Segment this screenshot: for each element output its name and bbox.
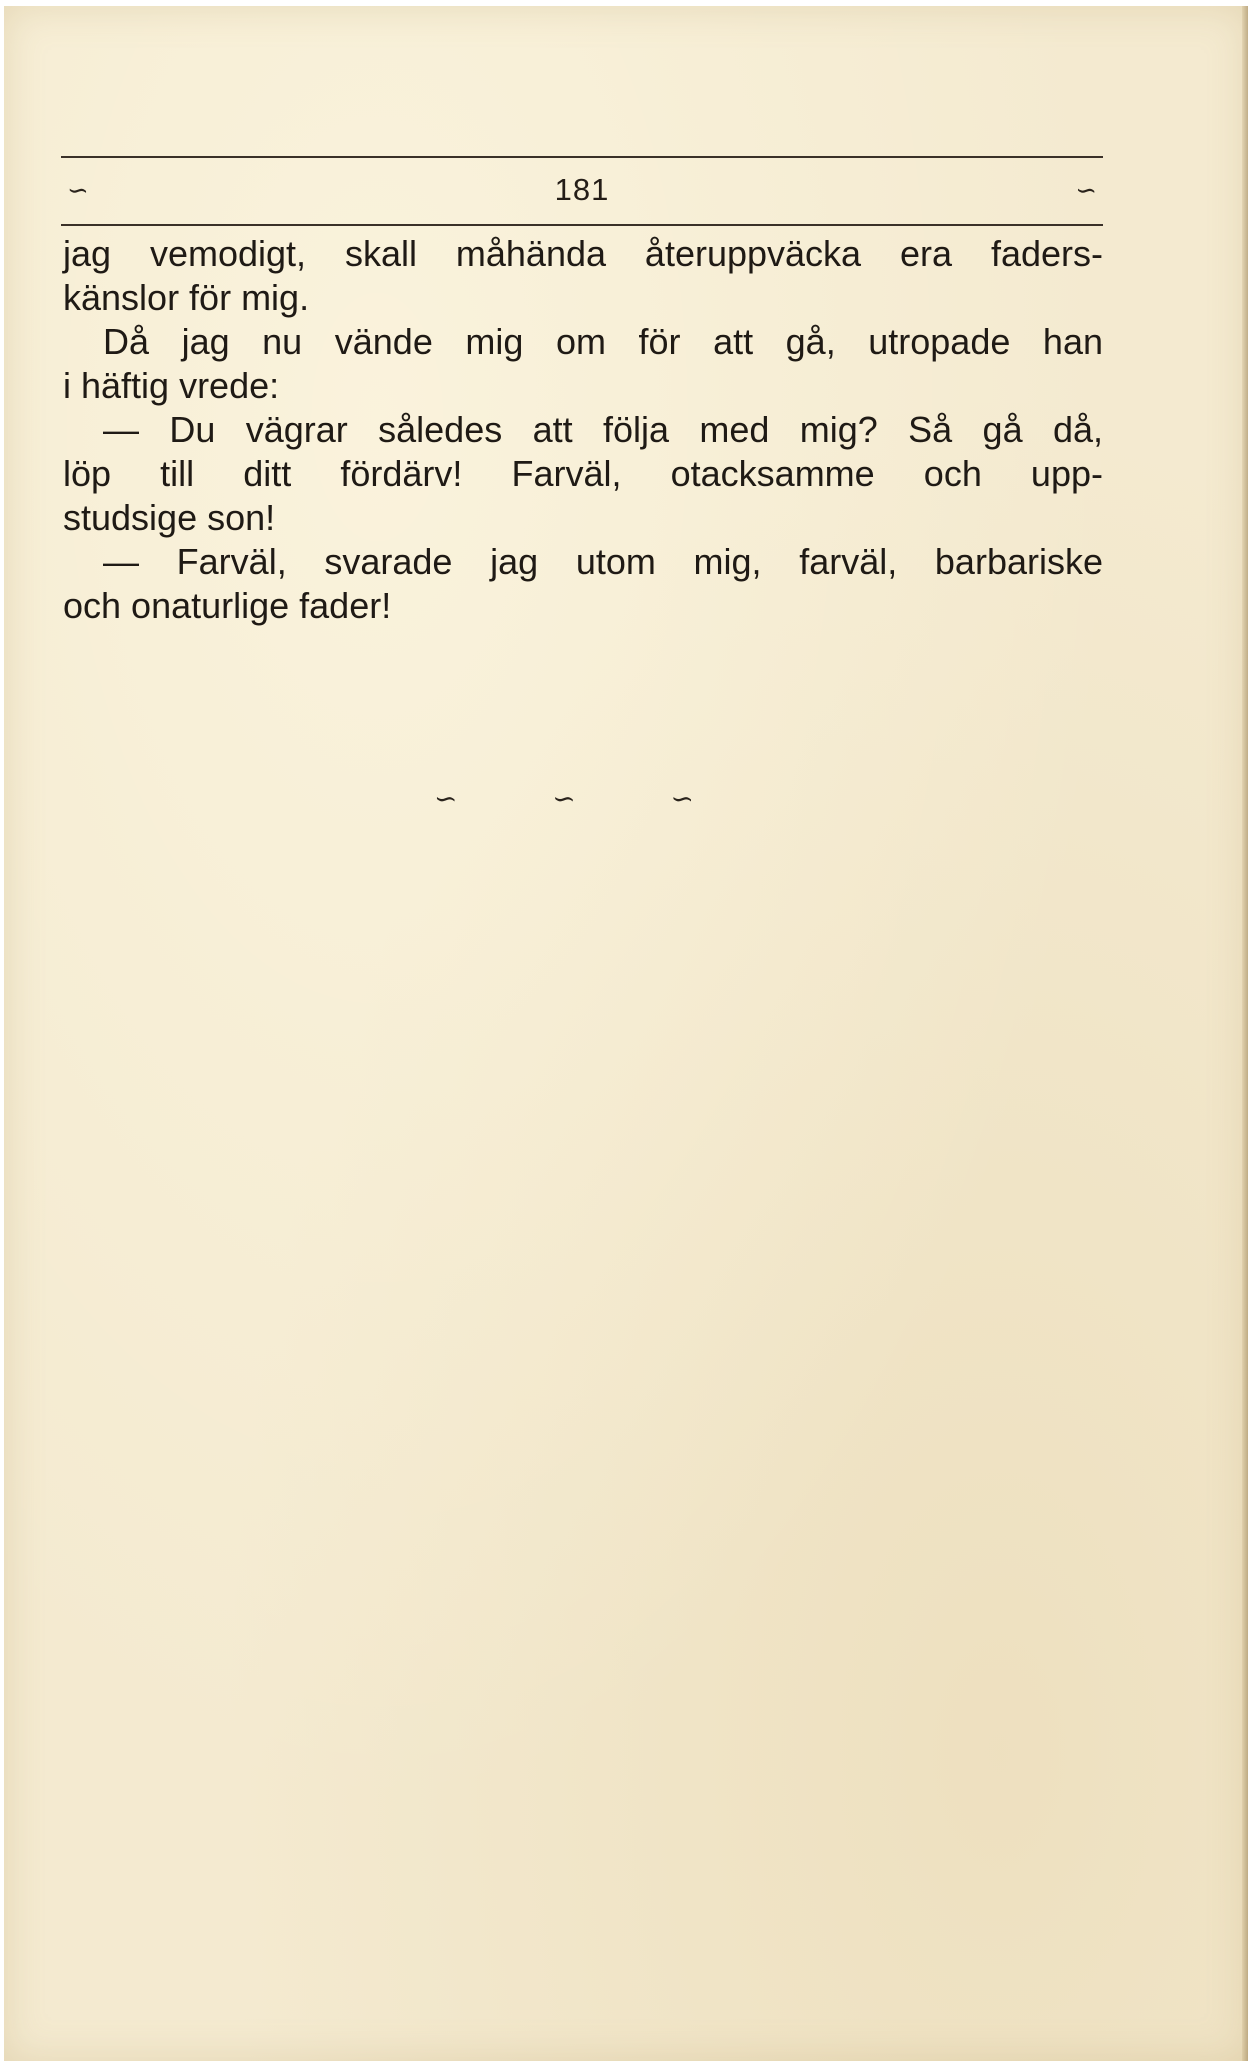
text-line: — Du vägrar således att följa med mig? Så gå då,	[103, 409, 1103, 450]
separator-ornament-icon: ∽	[434, 782, 458, 815]
text-line: i häftig vrede:	[63, 365, 280, 406]
text-line: Då jag nu vände mig om för att gå, utropade han	[103, 321, 1103, 362]
page-edge	[1242, 6, 1248, 2061]
page-number: 181	[554, 172, 610, 207]
text-line: — Farväl, svarade jag utom mig, farväl, barbariske	[103, 541, 1103, 582]
ornament-right-icon: ∽	[1075, 176, 1097, 206]
text-line: och onaturlige fader!	[63, 585, 392, 626]
ornament-left-icon: ∽	[67, 176, 89, 206]
section-separator	[434, 782, 694, 815]
text-line: känslor för mig.	[63, 277, 310, 318]
text-line: jag vemodigt, skall måhända återuppväcka era faders-	[63, 233, 1103, 274]
text-line: löp till ditt fördärv! Farväl, otacksamme och upp-	[63, 453, 1103, 494]
text-line: studsige son!	[63, 497, 276, 538]
body-text	[63, 232, 1103, 628]
separator-ornament-icon: ∽	[670, 782, 694, 815]
running-header	[61, 156, 1103, 226]
book-page	[4, 6, 1248, 2061]
separator-ornament-icon: ∽	[552, 782, 576, 815]
